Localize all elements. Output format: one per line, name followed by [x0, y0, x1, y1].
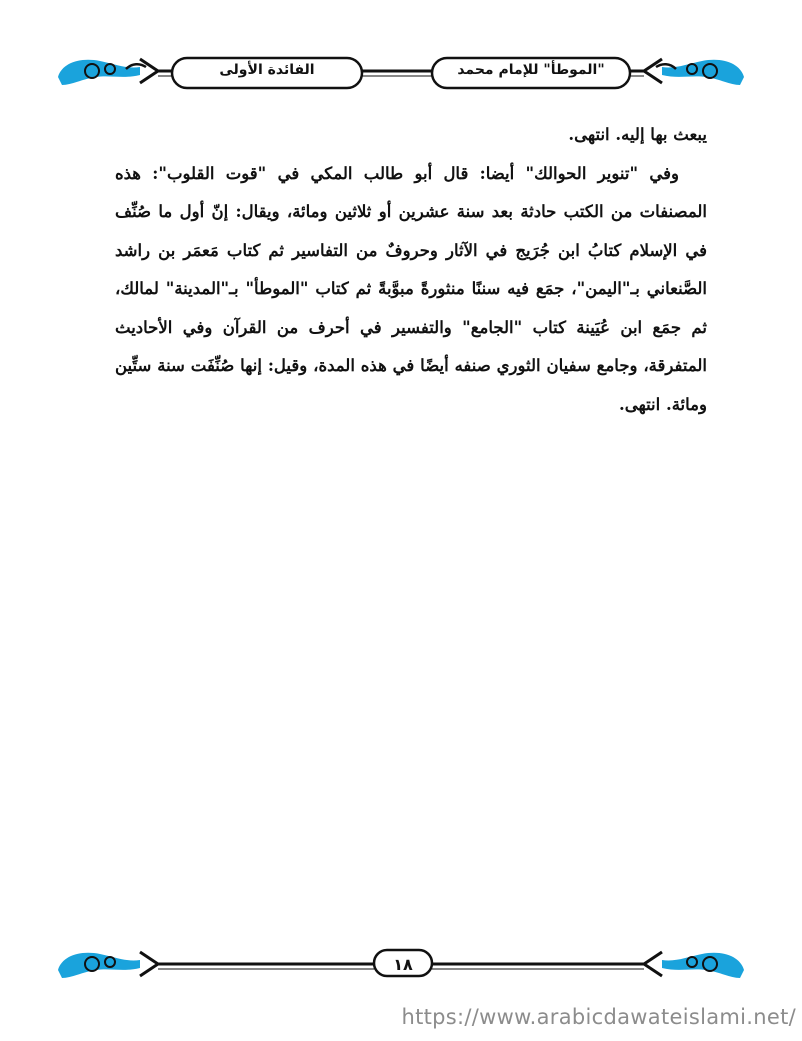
right-swirl-icon [644, 59, 744, 85]
paragraph: يبعث بها إليه. انتهى. [568, 125, 707, 144]
paragraph: وفي "تنوير الحوالك" أيضا: قال أبو طالب المكي في "قوت القلوب": هذه المصنفات من الكتب حادثة بعد سنة عشرين أو ثلاثين ومائة، ويقال: إنّ أول ما صُنِّف في الإسلام كتابُ ابن جُرَيج في الآثار وحروفٌ من التفاسير ثم كتاب مَعمَر بن راشد الصَّنعاني بـ"اليمن"، جمَع فيه سننًا منثورةً مبوَّبةً ثم كتاب "الموطأ" بـ"المدينة" لمالك، ثم جمَع ابن عُيَينة كتاب "الجامع" والتفسير في أحرف من القرآن وفي الأحاديث المتفرقة، وجامع سفيان الثوري صنفه أيضًا في هذه المدة، وقيل: إنها صُنِّفَت سنة ستِّين ومائة. انتهى. [115, 163, 707, 414]
left-swirl-icon [58, 952, 158, 978]
running-header-book-title: "الموطأ" للإمام محمد [457, 62, 605, 78]
header-ornament [0, 45, 802, 95]
page-number: ١٨ [393, 955, 413, 974]
running-header-chapter-title: الفائدة الأولى [219, 62, 315, 78]
right-swirl-icon [644, 952, 744, 978]
left-swirl-icon [58, 59, 158, 85]
main-text [115, 116, 707, 424]
watermark-url: https://www.arabicdawateislami.net/ [401, 1005, 796, 1029]
